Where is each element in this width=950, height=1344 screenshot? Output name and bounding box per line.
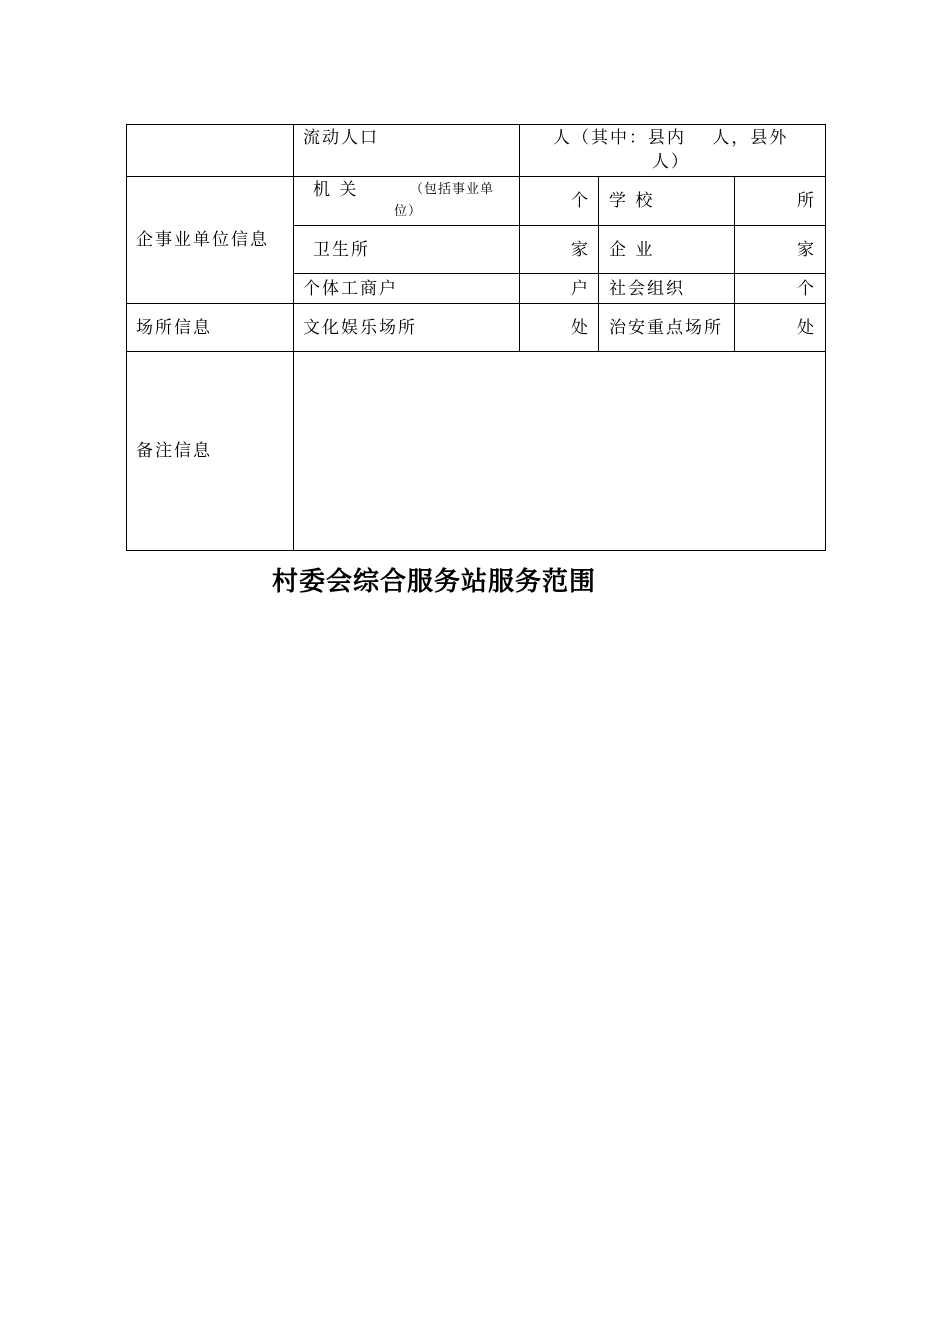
- enterprise-section-label: 企事业单位信息: [136, 230, 269, 250]
- social-org-label: 社会组织: [609, 279, 685, 299]
- security-venue-label: 治安重点场所: [609, 318, 723, 338]
- business-unit: 户: [571, 279, 590, 299]
- company-label: 企 业: [609, 240, 655, 260]
- organ-unit: 个: [571, 191, 590, 211]
- school-label: 学 校: [609, 191, 655, 211]
- floating-population-value-line1: 人（其中：县内 人，县外: [553, 128, 789, 148]
- security-venue-unit: 处: [797, 318, 816, 338]
- social-org-unit: 个: [797, 279, 816, 299]
- page-title: 村委会综合服务站服务范围: [272, 567, 597, 597]
- organ-note-line1: （包括事业单: [410, 182, 495, 197]
- clinic-label: 卫生所: [313, 240, 370, 260]
- remarks-section-label: 备注信息: [136, 441, 212, 461]
- culture-venue-unit: 处: [571, 318, 590, 338]
- remarks-field[interactable]: [303, 360, 813, 540]
- floating-population-label: 流动人口: [303, 128, 379, 148]
- organ-note-line2: 位）: [394, 204, 423, 219]
- school-unit: 所: [797, 191, 816, 211]
- venue-section-label: 场所信息: [136, 318, 212, 338]
- organ-label: 机 关: [313, 180, 359, 200]
- floating-population-value-line2: 人）: [652, 152, 690, 172]
- culture-venue-label: 文化娱乐场所: [303, 318, 417, 338]
- business-label: 个体工商户: [303, 279, 398, 299]
- company-unit: 家: [797, 240, 816, 260]
- clinic-unit: 家: [571, 240, 590, 260]
